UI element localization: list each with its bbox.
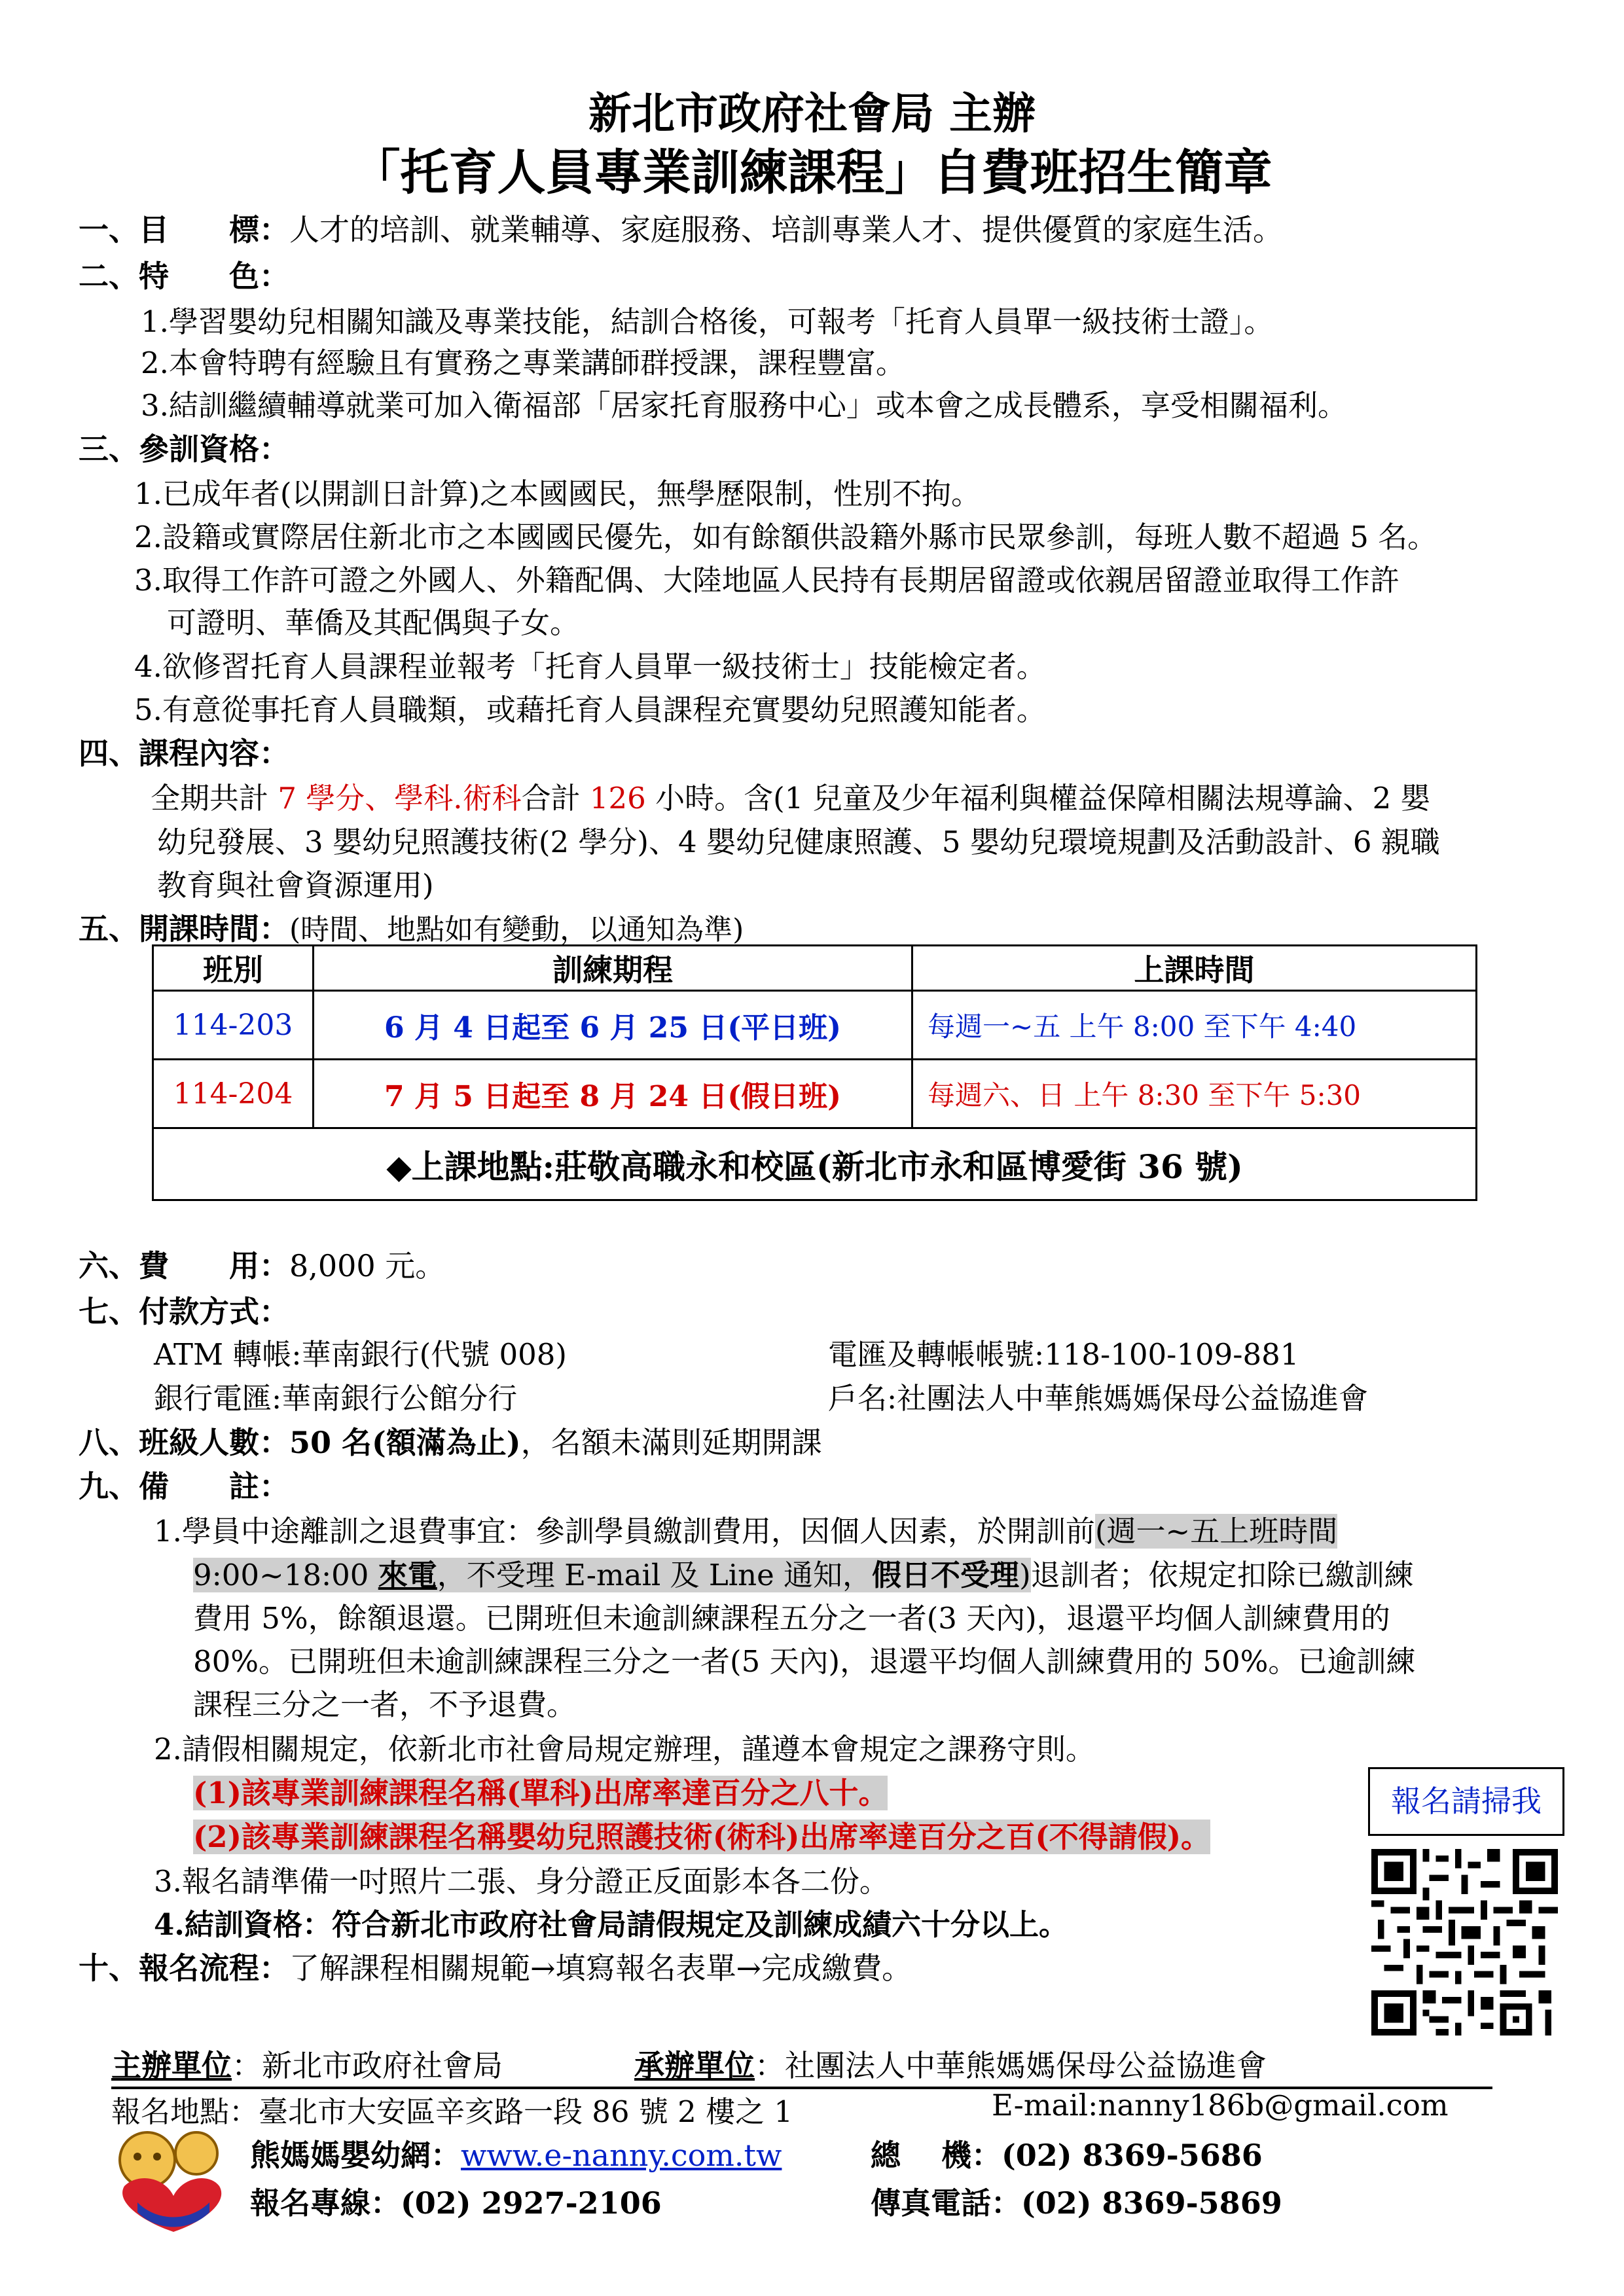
remark-graduation: 4.結訓資格：符合新北市政府社會局請假規定及訓練成績六十分以上。 [154,1907,1068,1942]
host-label: 主辦單位 [111,2048,232,2083]
section-4-course-line: 教育與社會資源運用) [157,868,434,903]
section-6-fee [79,1242,445,1285]
table-header-period: 訓練期程 [314,946,912,991]
remark-refund-line: 費用 5%，餘額退還。已開班但未逾訓練課程五分之一者(3 天內)，退還平均個人訓練費用的 [193,1601,1390,1636]
remark-highlight: ，不受理 E-mail 及 Line 通知， [437,1558,873,1592]
class-size-value: 50 名(額滿為止) [289,1425,521,1460]
table-row [153,1060,1477,1128]
footer-main-phone [871,2132,1263,2175]
class-period: 7 月 5 日起至 8 月 24 日(假日班) [314,1060,912,1128]
course-hours: 126 [589,781,646,816]
section-1-text: 人才的培訓、就業輔導、家庭服務、培訓專業人才、提供優質的家庭生活。 [289,212,1283,247]
payment-atm: ATM 轉帳:華南銀行(代號 008) [154,1337,567,1372]
table-header-time: 上課時間 [912,946,1477,991]
section-5-schedule [79,905,744,948]
main-phone-number: (02) 8369-5686 [1001,2138,1263,2173]
remark-leave-rule: 2.請假相關規定，依新北市社會局規定辦理，謹遵本會規定之課務守則。 [154,1732,1095,1767]
course-text: 小時。含(1 兒童及少年福利與權益保障相關法規導論、2 嬰 [655,781,1430,816]
section-2-item: 1.學習嬰幼兒相關知識及專業技能，結訓合格後，可報考「托育人員單一級技術士證」。 [141,304,1274,339]
footer-website [250,2132,782,2175]
section-6-label: 六、費 用： [79,1248,289,1283]
class-location: ◆上課地點:莊敬高職永和校區(新北市永和區博愛街 36 號) [153,1128,1477,1200]
section-5-label: 五、開課時間： [79,911,289,946]
section-4-course-line: 幼兒發展、3 嬰幼兒照護技術(2 學分)、4 嬰幼兒健康照護、5 嬰幼兒環境規劃及活動設計、6 親職 [157,825,1440,859]
class-time: 每週六、日 上午 8:30 至下午 5:30 [912,1060,1477,1128]
section-1-objective [79,206,1283,249]
table-header-class: 班別 [153,946,314,991]
remark-attendance-text: (1)該專業訓練課程名稱(單科)出席率達百分之八十。 [193,1776,888,1810]
remark-highlight: 9:00~18:00 [193,1558,378,1592]
qr-code-icon[interactable] [1371,1849,1558,2036]
remark-attendance-text: (2)該專業訓練課程名稱嬰幼兒照護技術(術科)出席率達百分之百(不得請假)。 [193,1820,1211,1854]
website-link[interactable]: www.e-nanny.com.tw [461,2138,782,2173]
course-credits: 7 學分 [278,781,365,816]
course-text: 合計 [521,781,581,816]
section-9-label: 九、備 註： [79,1469,289,1504]
hotline-label: 報名專線： [250,2185,401,2221]
section-5-note: (時間、地點如有變動，以通知為準) [289,913,744,946]
remark-text: 1.學員中途離訓之退費事宜：參訓學員繳訓費用，因個人因素，於開訓前 [154,1514,1095,1549]
section-4-course-summary [151,774,1430,817]
remark-refund-line: 80%。已開班但未逾訓練課程三分之一者(5 天內)，退還平均個人訓練費用的 50%。已逾訓練 [193,1644,1416,1679]
location-row [153,1128,1477,1200]
footer-hotline [250,2179,662,2223]
footer-fax [871,2179,1282,2223]
bear-mother-logo-icon [111,2124,229,2235]
table-header-row [153,946,1477,991]
class-code: 114-204 [153,1060,314,1128]
section-3-label: 三、參訓資格： [79,431,289,467]
organizer-name: ：社團法人中華熊媽媽保母公益協進會 [755,2048,1267,2083]
course-text: 全期共計 [151,781,269,816]
section-8-label: 八、班級人數： [79,1425,289,1460]
remark-highlight: (週一~五上班時間 [1094,1514,1338,1549]
footer-address: 報名地點：臺北市大安區辛亥路一段 86 號 2 樓之 1 [111,2094,793,2129]
class-period: 6 月 4 日起至 6 月 25 日(平日班) [314,991,912,1060]
remark-documents: 3.報名請準備一吋照片二張、身分證正反面影本各二份。 [154,1864,889,1899]
table-row [153,991,1477,1060]
fax-label: 傳真電話： [871,2185,1021,2221]
payment-holder: 戶名:社團法人中華熊媽媽保母公益協進會 [828,1381,1369,1416]
qr-label-box: 報名請掃我 [1368,1767,1564,1836]
page-title: 「托育人員專業訓練課程」自費班招生簡章 [352,145,1272,201]
payment-account: 電匯及轉帳帳號:118-100-109-881 [828,1337,1299,1372]
schedule-table [152,944,1477,1201]
remark-highlight: ) [1019,1558,1031,1592]
section-3-item: 3.取得工作許可證之外國人、外籍配偶、大陸地區人民持有長期居留證或依親居留證並取得工作許 [134,563,1399,598]
section-2-item: 2.本會特聘有經驗且有實務之專業講師群授課，課程豐富。 [141,346,905,380]
section-3-item-continued: 可證明、華僑及其配偶與子女。 [167,605,580,640]
footer-organizers [111,2042,1267,2085]
class-code: 114-203 [153,991,314,1060]
section-2-label: 二、特 色： [79,259,289,294]
fee-amount: 8,000 元。 [289,1248,446,1283]
section-7-label: 七、付款方式： [79,1294,289,1329]
section-3-item: 2.設籍或實際居住新北市之本國國民優先，如有餘額供設籍外縣市民眾參訓，每班人數不超過 5 名。 [134,520,1437,554]
course-subjects: 學科.術科 [394,781,522,816]
section-3-item: 1.已成年者(以開訓日計算)之本國國民，無學歷限制，性別不拘。 [134,476,981,511]
page-subtitle-organizer: 新北市政府社會局 主辦 [588,88,1036,139]
section-3-item: 5.有意從事托育人員職類，或藉托育人員課程充實嬰幼兒照護知能者。 [134,692,1046,727]
remark-refund-line [193,1551,1414,1594]
remark-refund-line: 課程三分之一者，不予退費。 [193,1687,577,1722]
footer-email[interactable]: E-mail:nanny186b@gmail.com [992,2088,1449,2123]
remark-highlight-holiday: 假日不受理 [872,1558,1020,1592]
process-steps: 了解課程相關規範→填寫報名表單→完成繳費。 [289,1950,912,1986]
section-2-item: 3.結訓繼續輔導就業可加入衛福部「居家托育服務中心」或本會之成長體系，享受相關福利。 [141,388,1347,423]
fax-number: (02) 8369-5869 [1021,2185,1282,2221]
class-size-note: ，名額未滿則延期開課 [520,1425,822,1460]
course-separator: 、 [365,781,395,816]
remark-text: 退訓者；依規定扣除已繳訓練 [1030,1558,1414,1592]
payment-wire: 銀行電匯:華南銀行公館分行 [154,1381,518,1416]
host-name: ：新北市政府社會局 [232,2048,503,2083]
remark-highlight-call: 來電 [378,1558,437,1592]
section-10-process [79,1945,912,1988]
remark-refund-line [154,1507,1337,1550]
section-1-label: 一、目 標： [79,212,289,247]
website-label: 熊媽媽嬰幼網： [250,2138,461,2173]
section-3-item: 4.欲修習托育人員課程並報考「托育人員單一級技術士」技能檢定者。 [134,649,1046,684]
remark-attendance-1 [193,1769,888,1812]
remark-attendance-2 [193,1813,1210,1856]
section-8-class-size [79,1419,822,1462]
main-phone-label: 總 機： [871,2138,1002,2173]
hotline-number: (02) 2927-2106 [401,2185,662,2221]
section-4-label: 四、課程內容： [79,736,289,771]
organizer-label: 承辦單位 [634,2048,755,2083]
class-time: 每週一~五 上午 8:00 至下午 4:40 [912,991,1477,1060]
section-10-label: 十、報名流程： [79,1950,289,1986]
